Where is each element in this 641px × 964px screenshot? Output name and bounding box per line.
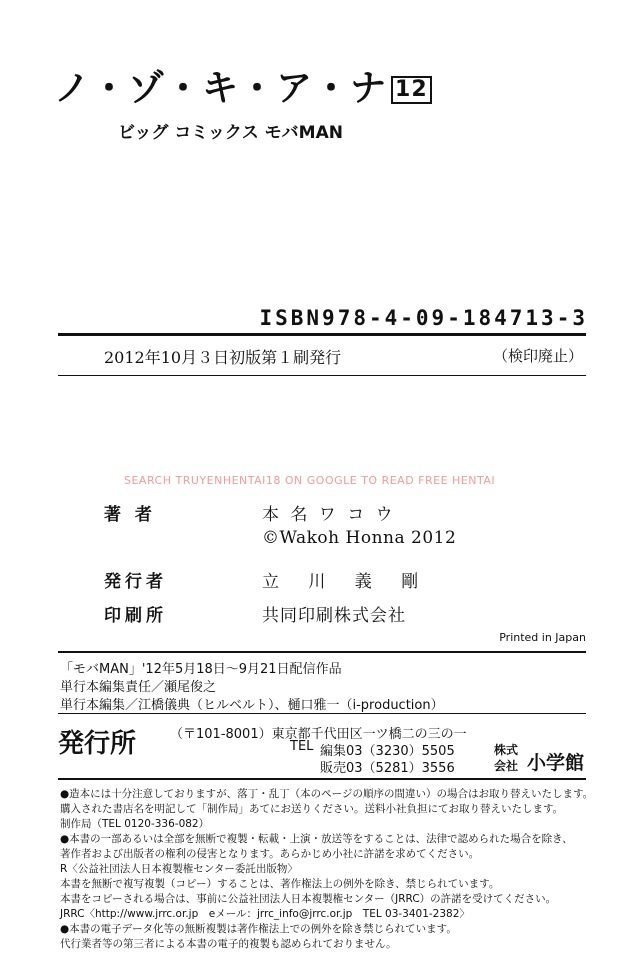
note-11: 代行業者等の第三者による本書の電子的複製も認められておりません。 bbox=[60, 938, 397, 950]
divider-imprint bbox=[58, 713, 586, 714]
publication-date: 2012年10月３日初版第１刷発行 bbox=[104, 348, 342, 367]
tel-label: TEL bbox=[290, 739, 314, 754]
note-4: ●本書の一部あるいは全部を無断で複製・転載・上演・放送等をすることは、法律で認められた場合を除き、 bbox=[60, 833, 573, 845]
tel-editorial: 編集03（3230）5505 bbox=[320, 744, 455, 759]
divider-credits bbox=[58, 651, 586, 653]
divider-date bbox=[58, 375, 586, 376]
watermark-text: SEARCH TRUYENHENTAI18 ON GOOGLE TO READ FREE HENTAI bbox=[124, 474, 496, 487]
imprint-label: 発行所 bbox=[58, 729, 137, 759]
edit-credit-3: 単行本編集／江橋儀典（ヒルベルト）、樋口雅一（i-production） bbox=[60, 698, 444, 713]
note-5: 著作者および出版者の権利の侵害となります。あらかじめ小社に許諾を求めてください。 bbox=[60, 848, 480, 860]
edit-credit-1: 「モバMAN」'12年5月18日〜9月21日配信作品 bbox=[60, 662, 342, 677]
edit-credit-2: 単行本編集責任／瀬尾俊之 bbox=[60, 680, 217, 695]
publisher-label: 発行者 bbox=[104, 572, 167, 592]
publisher-name: 立 川 義 剛 bbox=[262, 572, 431, 592]
note-9: JRRC〈http://www.jrrc.or.jp eメール：jrrc_info@jrrc.or.jp TEL 03-3401-2382〉 bbox=[60, 908, 470, 920]
corp-kind-1: 株式 bbox=[494, 743, 519, 757]
seal-notice: （検印廃止） bbox=[492, 347, 583, 365]
isbn: ISBN978-4-09-184713-3 bbox=[259, 306, 588, 330]
printer-label: 印刷所 bbox=[104, 606, 167, 626]
note-1: ●造本には十分注意しておりますが、落丁・乱丁（本のページの順序の間違い）の場合はお取り替えいたします。 bbox=[60, 788, 594, 800]
divider-top bbox=[58, 333, 586, 336]
note-2: 購入された書店名を明記して「制作局」あてにお送りください。送料小社負担にてお取り替えいたします。 bbox=[60, 803, 564, 815]
note-10: ●本書の電子データ化等の無断複製は著作権法上での例外を除き禁じられています。 bbox=[60, 923, 457, 935]
printer-name: 共同印刷株式会社 bbox=[262, 606, 406, 626]
corp-kind-2: 会社 bbox=[494, 759, 519, 773]
book-title-text: ノ・ゾ・キ・ア・ナ bbox=[54, 68, 388, 109]
corp-name: 小学館 bbox=[527, 752, 585, 774]
divider-notes bbox=[58, 778, 586, 780]
note-3: 制作局（TEL 0120-336-082） bbox=[60, 818, 210, 830]
printed-in: Printed in Japan bbox=[499, 631, 586, 644]
author-name: 本 名 ワ コ ウ bbox=[262, 505, 396, 525]
series-name: ビッグ コミックス モバMAN bbox=[118, 123, 343, 143]
imprint-address: （〒101-8001）東京都千代田区一ツ橋二の三の一 bbox=[170, 727, 467, 742]
tel-sales: 販売03（5281）3556 bbox=[320, 761, 455, 776]
author-label: 著 者 bbox=[104, 505, 156, 525]
note-8: 本書をコピーされる場合は、事前に公益社団法人日本複製権センター（JRRC）の許諾を受けてください。 bbox=[60, 893, 557, 905]
note-7: 本書を無断で複写複製（コピー）することは、著作権法上の例外を除き、禁じられています。 bbox=[60, 878, 500, 890]
note-6: R〈公益社団法人日本複製権センター委託出版物〉 bbox=[60, 863, 298, 875]
volume-number: 12 bbox=[391, 76, 432, 104]
copyright: ©Wakoh Honna 2012 bbox=[262, 528, 457, 548]
book-title bbox=[54, 60, 432, 111]
